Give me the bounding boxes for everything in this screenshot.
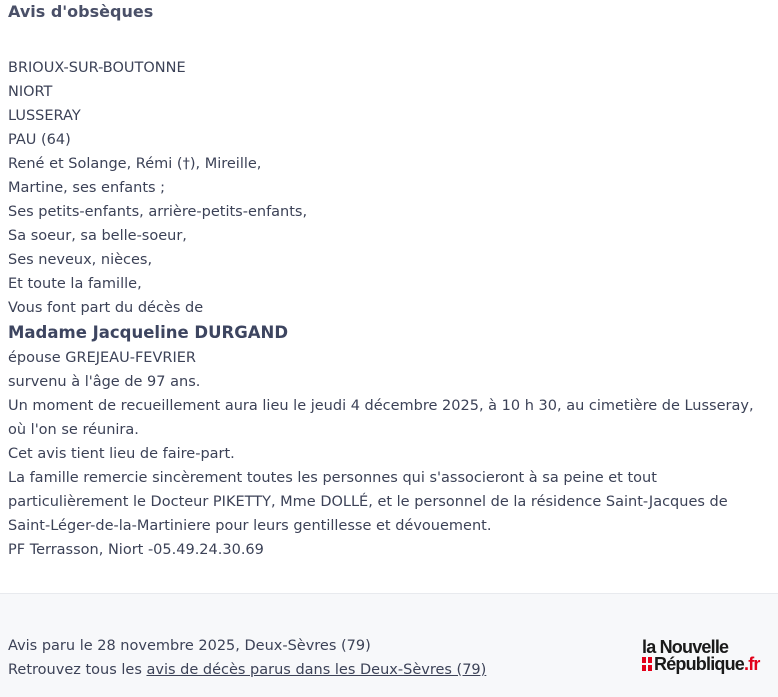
notice-line: Et toute la famille, <box>8 276 142 292</box>
logo-mark-icon <box>642 657 652 671</box>
logo-line2: République <box>654 654 744 674</box>
ceremony-details: Un moment de recueillement aura lieu le jeudi 4 décembre 2025, à 10 h 30, au cimetière de Lusseray, où l'on se réunira. <box>8 398 754 438</box>
notice-footer <box>0 593 778 697</box>
notice-line: épouse GREJEAU-FEVRIER <box>8 350 196 366</box>
publication-info: Avis paru le 28 novembre 2025, Deux-Sèvres (79) <box>8 638 371 654</box>
funeral-home-contact: PF Terrasson, Niort -05.49.24.30.69 <box>8 542 264 558</box>
notice-line: René et Solange, Rémi (†), Mireille, <box>8 156 262 172</box>
notice-line: Ses neveux, nièces, <box>8 252 153 268</box>
notice-line: Cet avis tient lieu de faire-part. <box>8 446 235 462</box>
newspaper-logo[interactable] <box>642 638 776 674</box>
logo-line2-wrap <box>642 655 760 673</box>
notice-line: Martine, ses enfants ; <box>8 180 166 196</box>
notice-heading: Avis d'obsèques <box>8 2 154 21</box>
footer-text <box>8 634 486 682</box>
notice-line: NIORT <box>8 84 53 100</box>
deceased-name: Madame Jacqueline DURGAND <box>8 323 289 342</box>
more-notices-link[interactable]: avis de décès parus dans les Deux-Sèvres (79) <box>146 662 487 678</box>
notice-line: LUSSERAY <box>8 108 81 124</box>
logo-suffix: .fr <box>744 654 760 674</box>
notice-line: Ses petits-enfants, arrière-petits-enfants, <box>8 204 308 220</box>
thanks-paragraph: La famille remercie sincèrement toutes les personnes qui s'associeront à sa peine et tout particulièrement le Docteur PIKETTY, Mme DOLLÉ, et le personnel de la résidence Saint-Jacques de Saint-Léger-de-la-Martiniere pour leurs gentillesse et dévouement. <box>8 470 728 534</box>
more-notices-prefix: Retrouvez tous les <box>8 662 147 678</box>
more-notices <box>8 658 486 682</box>
notice-line: Vous font part du décès de <box>8 300 204 316</box>
notice-line: BRIOUX-SUR-BOUTONNE <box>8 60 186 76</box>
logo-line1: la Nouvelle <box>642 637 729 657</box>
notice-line: Sa soeur, sa belle-soeur, <box>8 228 187 244</box>
notice-body <box>8 56 770 562</box>
notice-line: PAU (64) <box>8 132 71 148</box>
notice-line: survenu à l'âge de 97 ans. <box>8 374 201 390</box>
